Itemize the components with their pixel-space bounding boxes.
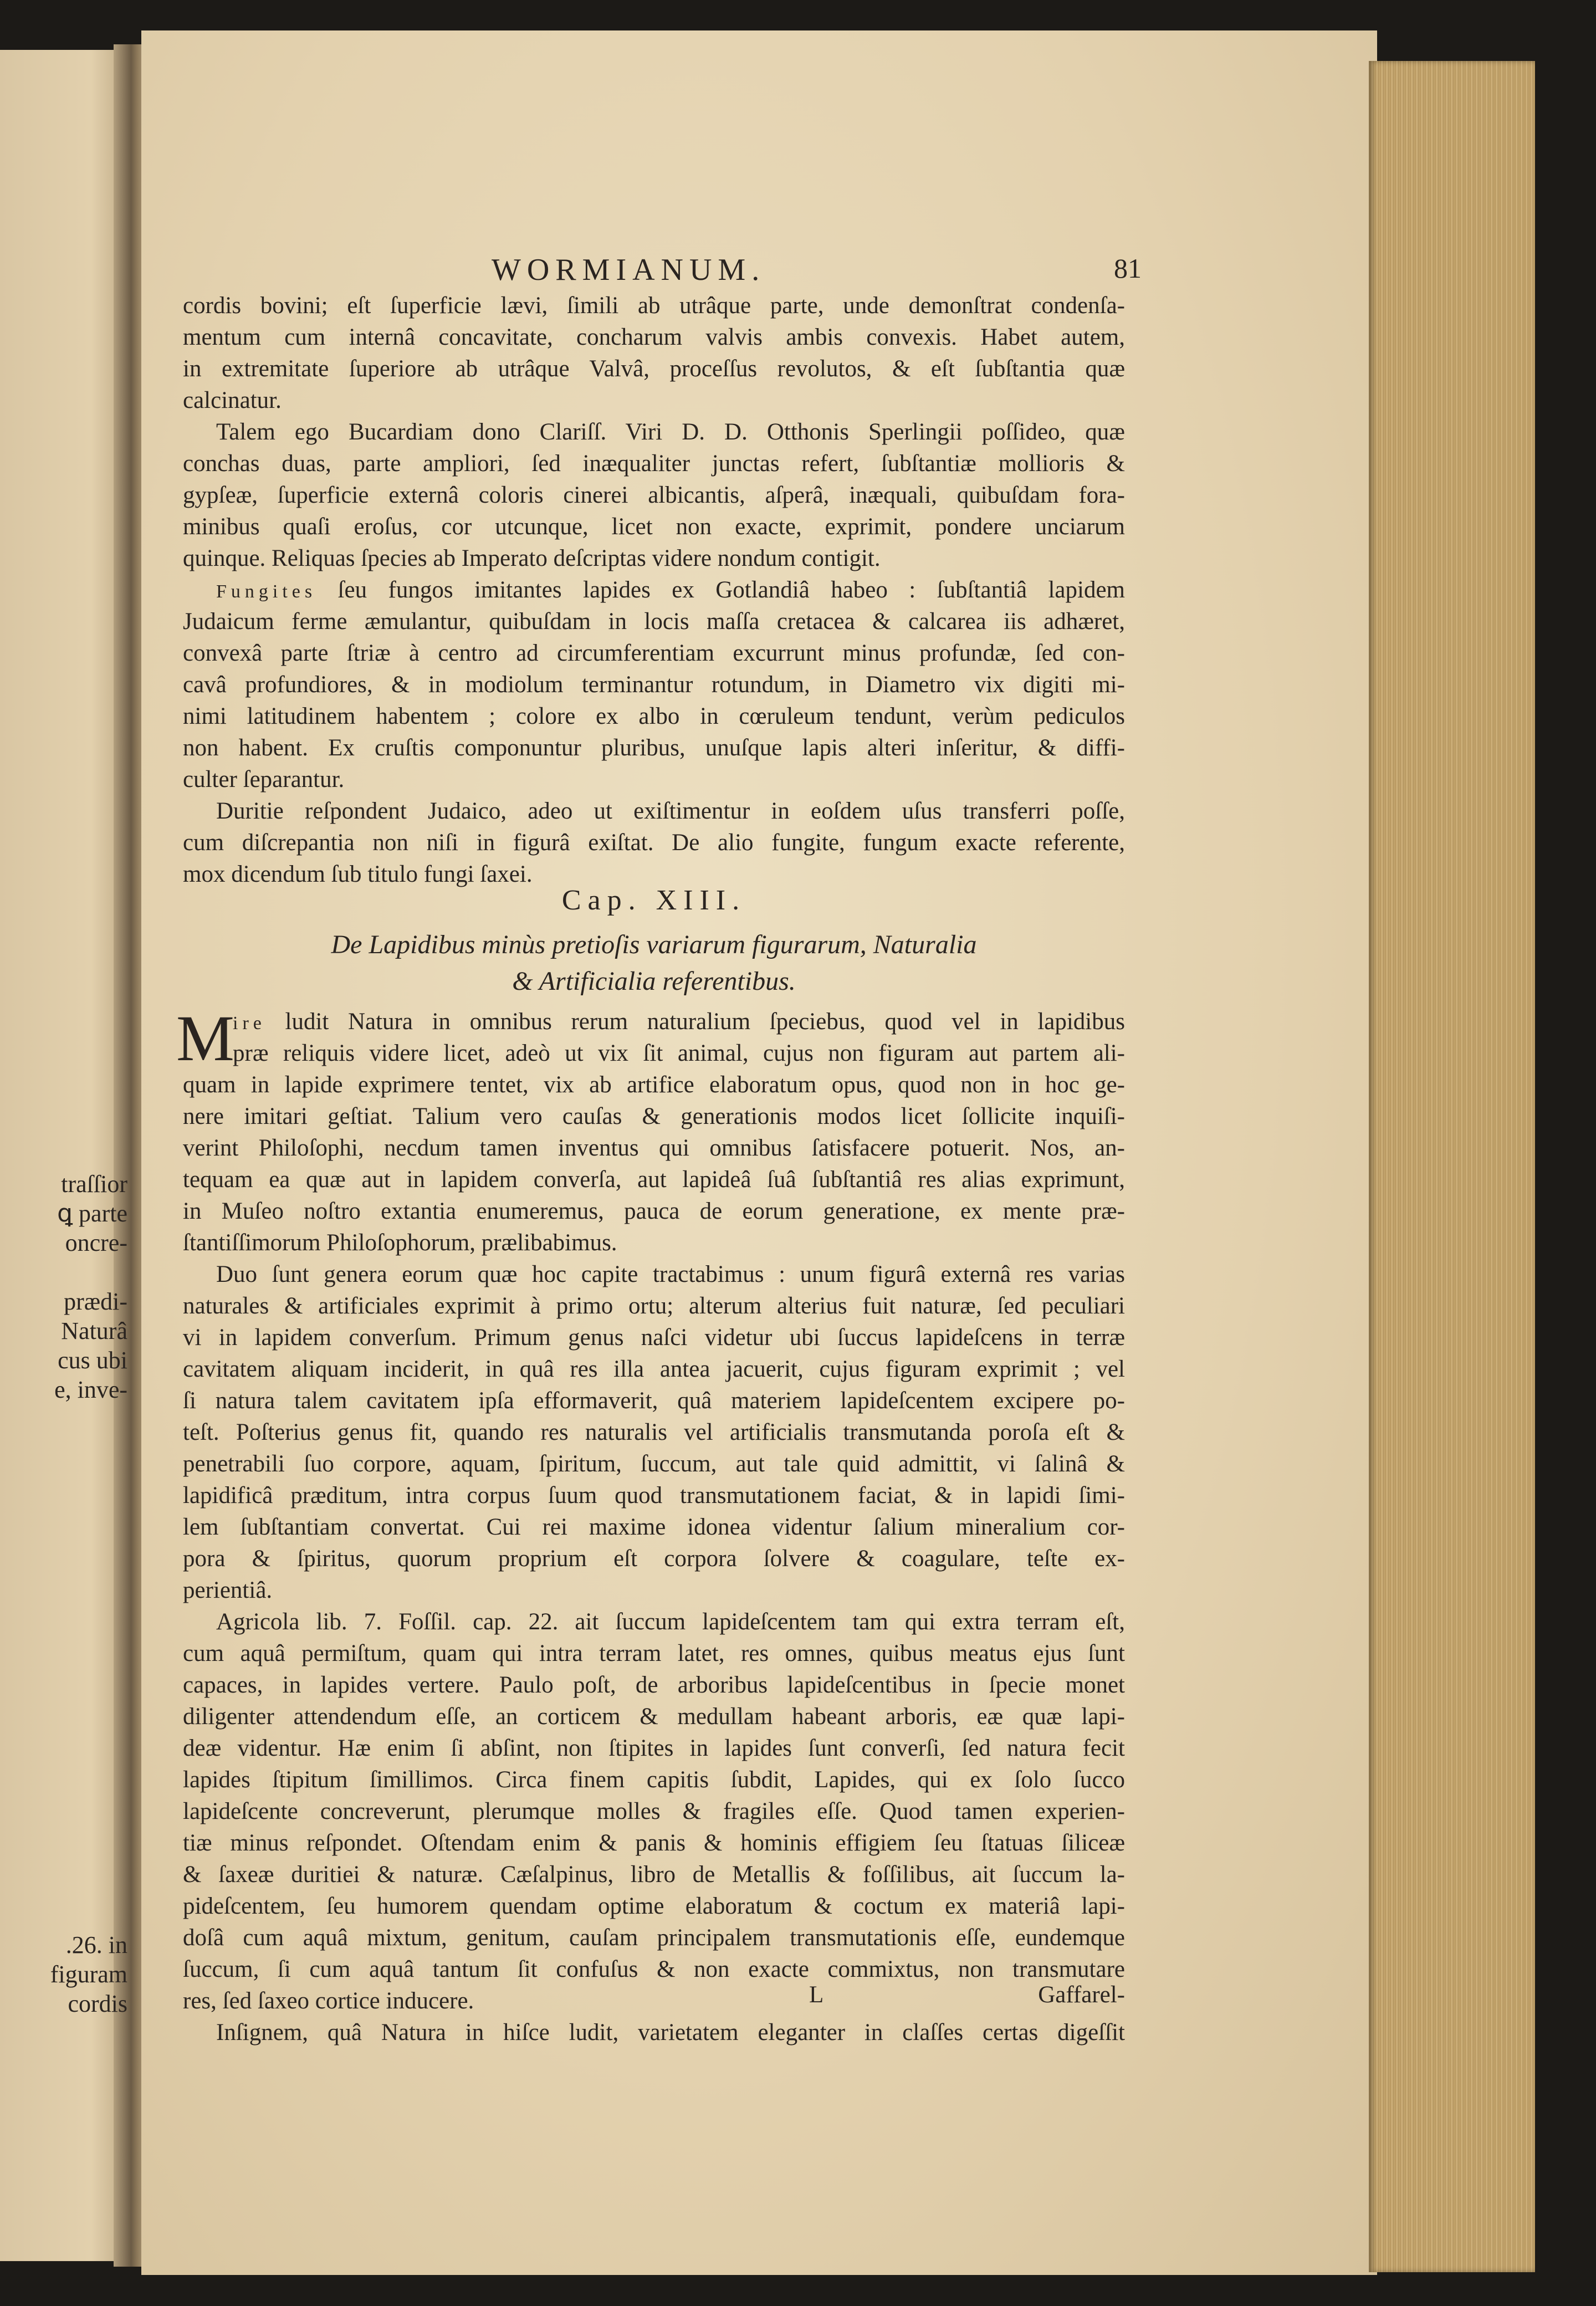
fragment-line [0,1257,127,1287]
text-line: Talem ego Bucardiam dono Clariſſ. Viri D. D. Otthonis Sperlingii poſſideo, quæ [216,419,1125,445]
text-line: & ſaxeæ duritiei & naturæ. Cæſalpinus, libro de Metallis & foſſilibus, ait ſuccum la- [183,1862,1125,1888]
fragment-line: cordis [68,1990,127,2017]
drop-cap: M [176,1002,234,1075]
chapter-title-line: & Artificialia referentibus. [512,967,796,996]
text-line: tequam ea quæ aut in lapidem converſa, aut lapideâ ſuâ ſubſtantiâ res alias exprimunt, [183,1167,1125,1193]
text-line: calcinatur. [183,387,282,413]
page-footer [183,1981,1125,2014]
text-line: lem ſubſtantiam convertat. Cui rei maxime idonea videntur ſalium mineralium cor- [183,1514,1125,1540]
chapter-number: Cap. XIII. [561,884,746,916]
text-line: res, ſed ſaxeo cortice inducere. [183,1988,474,2014]
chapter-heading [183,881,1125,1000]
text-line: doſâ cum aquâ mixtum, genitum, cauſam principalem transmutationis eſſe, eundemque [183,1925,1125,1951]
text-line: gypſeæ, ſuperficie externâ coloris cinerei albicantis, aſperâ, inæquali, quibuſdam fora- [183,482,1125,508]
fragment-line: .26. in [65,1931,127,1959]
text-line: naturales & artificiales exprimit à primo ortu; alterum alterius fuit naturæ, ſed peculiari [183,1293,1125,1319]
catchword: Gaffarel- [1038,1982,1125,2008]
text-line: cordis bovini; eſt ſuperficie lævi, ſimili ab utrâque parte, unde demonſtrat condenſa- [183,293,1125,319]
running-title: WORMIANUM. [492,253,766,287]
text-line: mox dicendum ſub titulo fungi ſaxei. [183,861,533,887]
smallcaps-lead: Fungites [216,581,317,602]
text-line: pideſcentem, ſeu humorem quendam optime elaboratum & coctum ex materiâ lapi- [183,1893,1125,1919]
text-line: non habent. Ex cruſtis componuntur pluribus, unuſque lapis alteri inſeritur, & diffi- [183,735,1125,761]
text-line: Duritie reſpondent Judaico, adeo ut exiſtimentur in eoſdem uſus transferri poſſe, [216,798,1125,824]
text-line: cavitatem aliquam inciderit, in quâ res illa antea jacuerit, cujus figuram exprimit ; vel [183,1356,1125,1382]
text-line: mentum cum internâ concavitate, concharum valvis ambis convexis. Habet autem, [183,324,1125,350]
text-line [183,574,1125,606]
page-number: 81 [1114,253,1142,284]
smallcaps-lead: ire [233,1013,266,1034]
left-page-text-fragment [0,1169,127,1404]
paragraph-bucardia [183,290,1125,574]
text-line: cum diſcrepantia non niſi in figurâ exiſtat. De alio fungite, fungum exacte referente, [183,830,1125,856]
text-line-rest: ludit Natura in omnibus rerum naturalium ſpeciebus, quod vel in lapidibus [285,1009,1125,1035]
text-line: ſi natura talem cavitatem ipſa efformaverit, quâ materiem lapideſcentem excipere po- [183,1388,1125,1414]
text-line: conchas duas, parte ampliori, ſed inæqualiter junctas refert, ſubſtantiæ mollioris & [183,451,1125,477]
text-line: minibus quaſi eroſus, cor utcunque, licet non exacte, exprimit, pondere unciarum [183,514,1125,540]
text-line: culter ſeparantur. [183,766,345,792]
text-line: penetrabili ſuo corpore, aquam, ſpiritum, ſuccum, aut tale quid admittit, vi ſalinâ & [183,1451,1125,1477]
fragment-line: traſſior [61,1170,127,1198]
text-line: capaces, in lapides vertere. Paulo poſt, de arboribus lapideſcentibus in ſpecie monet [183,1672,1125,1698]
text-line: cum aquâ permiſtum, quam qui intra terram latet, res omnes, quibus meatus ejus ſunt [183,1640,1125,1666]
text-line: præ reliquis videre licet, adeò ut vix ſit animal, cujus non figuram aut partem ali- [233,1040,1125,1066]
text-line: convexâ parte ſtriæ à centro ad circumferentiam excurrunt minus profundæ, ſed con- [183,640,1125,666]
text-line: verint Philoſophi, necdum tamen inventus qui omnibus ſatisfacere potuerit. Nos, an- [183,1135,1125,1161]
fragment-line: cus ubi [58,1347,127,1374]
text-line: quam in lapide exprimere tentet, vix ab artifice elaboratum opus, quod non in hoc ge- [183,1072,1125,1098]
text-line: diligenter attendendum eſſe, an corticem & medullam habeant arboris, eæ quæ lapi- [183,1704,1125,1730]
signature-mark: L [809,1982,824,2008]
left-page-edge [0,50,130,2261]
text-line [183,1006,1125,1037]
text-line: Inſignem, quâ Natura in hiſce ludit, varietatem eleganter in claſſes certas digeſſit [216,2019,1125,2046]
text-line: ſtantiſſimorum Philoſophorum, prælibabimus. [183,1230,617,1256]
fragment-line: ꝗ parte [57,1200,127,1227]
text-line: nere imitari geſtiat. Talium vero cauſas & generationis modos licet ſollicite inquiſi- [183,1103,1125,1129]
text-line: lapides ſtipitum ſimillimos. Circa finem capitis ſubdit, Lapides, qui ex ſolo ſucco [183,1767,1125,1793]
fragment-line: Naturâ [61,1317,127,1344]
text-line: lapidificâ præditum, intra corpus ſuum quod transmutationem faciat, & in lapidi ſimi- [183,1482,1125,1509]
fragment-line: prædi- [64,1288,127,1315]
paragraph-chapter-body [183,1006,1125,2048]
text-line: teſt. Poſterius genus fit, quando res naturalis vel artificialis transmutanda poroſa eſt & [183,1419,1125,1445]
text-line: pora & ſpiritus, quorum proprium eſt corpora ſolvere & coagulare, teſte ex- [183,1546,1125,1572]
text-line: vi in lapidem converſum. Primum genus naſci videtur ubi ſuccus lapideſcens in terræ [183,1325,1125,1351]
chapter-title-line: De Lapidibus minùs pretioſis variarum figurarum, Naturalia [331,930,977,959]
text-line: cavâ profundiores, & in modiolum terminantur rotundum, in Diametro vix digiti mi- [183,672,1125,698]
running-head [183,252,1142,291]
fragment-line: figuram [50,1961,127,1988]
text-line: Duo ſunt genera eorum quæ hoc capite tractabimus : unum figurâ externâ res varias [216,1261,1125,1287]
book-fore-edge [1369,61,1535,2272]
text-line: quinque. Reliquas ſpecies ab Imperato deſcriptas videre nondum contigit. [183,545,881,571]
left-page-text-fragment [0,1930,127,2018]
text-line: Agricola lib. 7. Foſſil. cap. 22. ait ſuccum lapideſcentem tam qui extra terram eſt, [216,1609,1125,1635]
text-line-rest: ſeu fungos imitantes lapides ex Gotlandiâ habeo : ſubſtantiâ lapidem [337,577,1125,603]
text-line: nimi latitudinem habentem ; colore ex albo in cœruleum tendunt, verùm pediculos [183,703,1125,729]
text-line: in Muſeo noſtro extantia enumeremus, pauca de eorum generatione, ex mente præ- [183,1198,1125,1224]
fragment-line: e, inve- [54,1376,127,1403]
paragraph-fungites [183,574,1125,890]
text-line: Judaicum ferme æmulantur, quibuſdam in locis maſſa cretacea & calcarea iis adhæret, [183,609,1125,635]
text-line: deæ videntur. Hæ enim ſi abſint, non ſtipites in lapides ſunt converſi, ſed natura fecit [183,1735,1125,1761]
text-line: lapideſcente concreverunt, plerumque molles & fragiles eſſe. Quod tamen experien- [183,1798,1125,1824]
fragment-line: oncre- [65,1229,127,1256]
text-line: in extremitate ſuperiore ab utrâque Valvâ, proceſſus revolutos, & eſt ſubſtantia quæ [183,356,1125,382]
text-line: perientiâ. [183,1577,273,1603]
text-line: ſuccum, ſi cum aquâ tantum ſit confuſus & non exacte commixtus, non transmutare [183,1956,1125,1982]
text-line: tiæ minus reſpondet. Oſtendam enim & panis & hominis effigiem ſeu ſtatuas ſiliceæ [183,1830,1125,1856]
